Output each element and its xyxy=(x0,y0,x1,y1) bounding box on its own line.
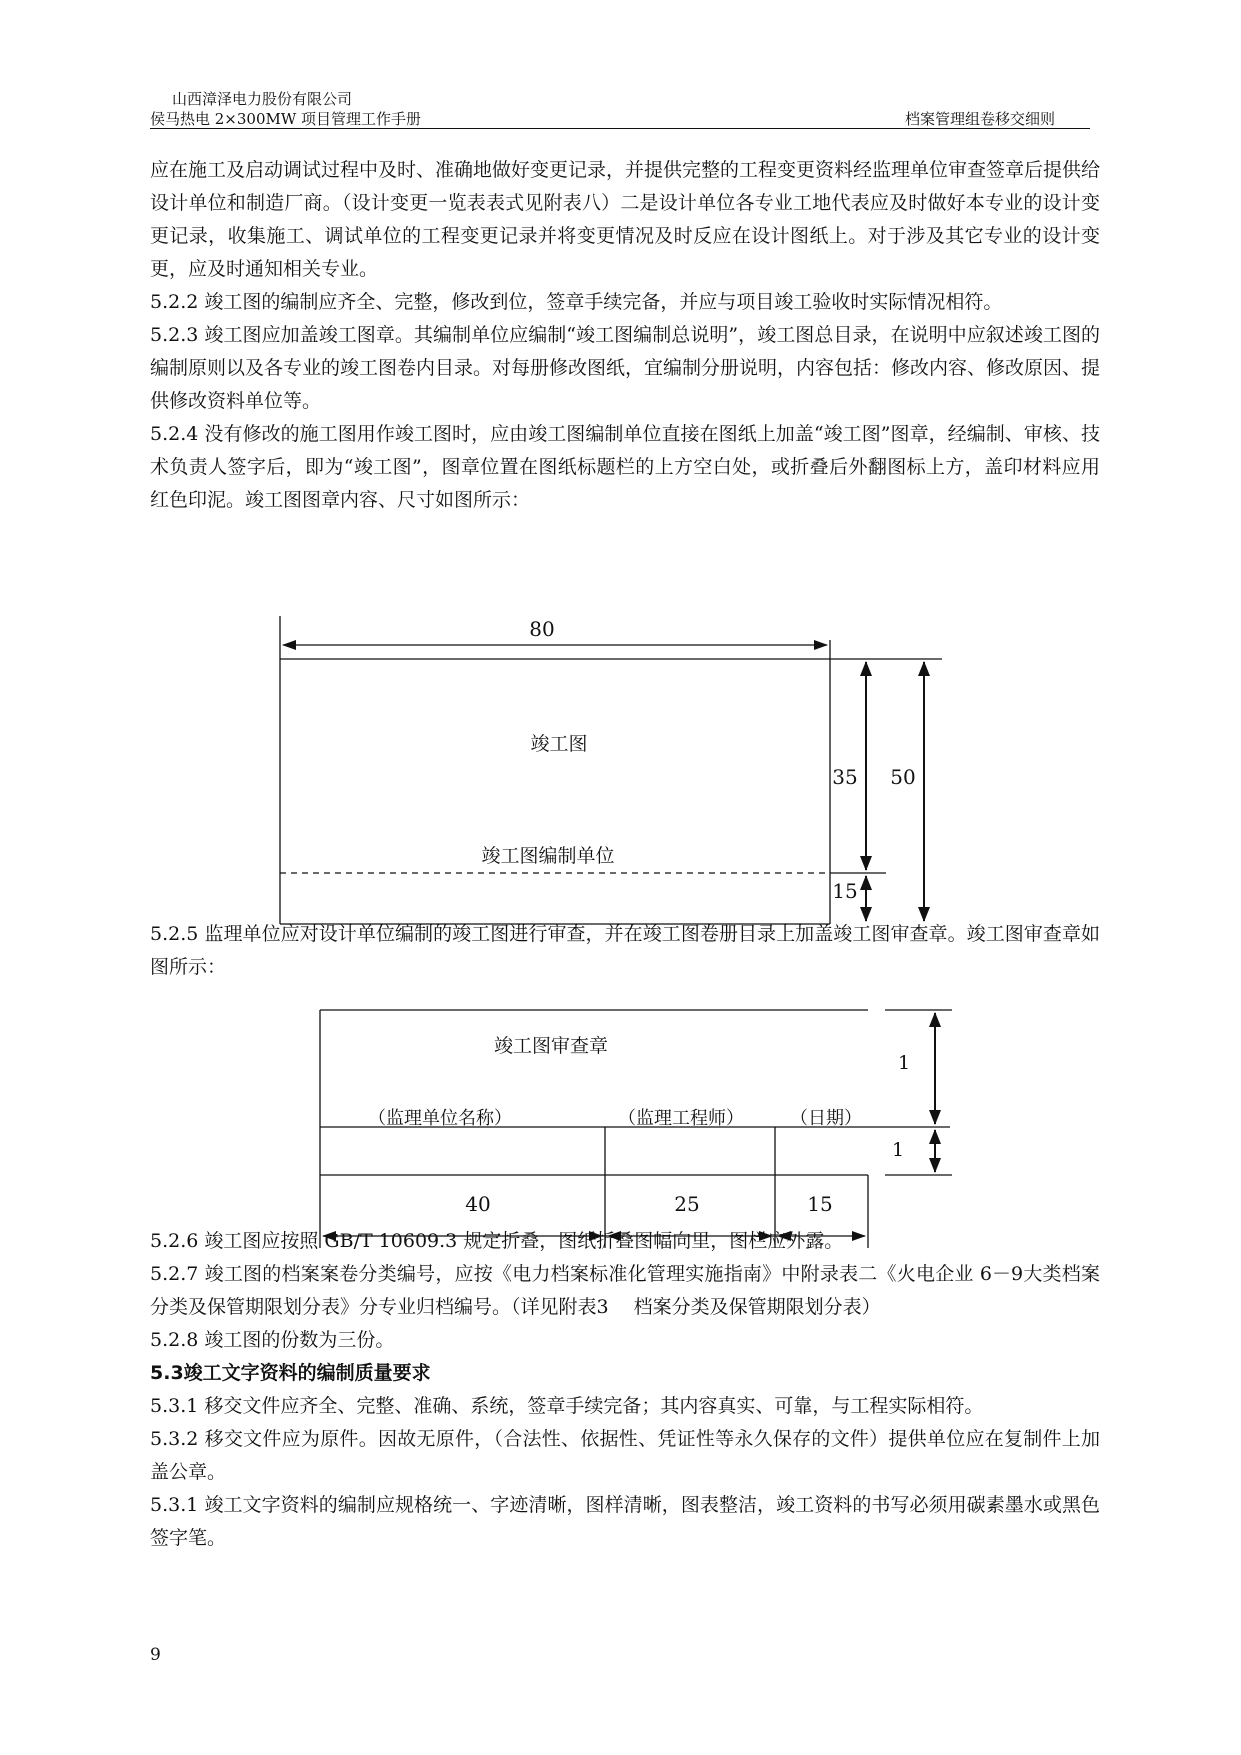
text-block-3 xyxy=(150,1225,1100,1555)
paragraph-5-2-7: 5.2.7 竣工图的档案案卷分类编号，应按《电力档案标准化管理实施指南》中附录表二《火电企业 6－9大类档案分类及保管期限划分表》分专业归档编号。（详见附表3 档案分类及保管期限划分表） xyxy=(150,1263,1100,1318)
stamp2-field-unit: （监理单位名称） xyxy=(368,1108,512,1129)
header-manual-title: 侯马热电 2×300MW 项目管理工作手册 xyxy=(150,110,422,128)
dim-upper-label: 35 xyxy=(832,765,858,789)
paragraph-5-2-2: 5.2.2 竣工图的编制应齐全、完整，修改到位，签章手续完备，并应与项目竣工验收时实际情况相符。 xyxy=(150,291,1003,313)
text-block-2 xyxy=(150,918,1100,984)
dim-width-label: 80 xyxy=(529,617,555,641)
stamp1-title: 竣工图 xyxy=(530,733,588,755)
dim2-lower-label: 1 xyxy=(891,1139,905,1161)
dim2-width2-label: 25 xyxy=(674,1192,700,1216)
paragraph-5-2-6: 5.2.6 竣工图应按照 GB/T 10609.3 规定折叠，图纸折叠图幅向里，图栏应外露。 xyxy=(150,1230,844,1252)
paragraph-change-records: 应在施工及启动调试过程中及时、准确地做好变更记录，并提供完整的工程变更资料经监理单位审查签章后提供给设计单位和制造厂商。（设计变更一览表表式见附表八）二是设计单位各专业工地代表应及时做好本专业的设计变更记录，收集施工、调试单位的工程变更记录并将变更情况及时反应在设计图纸上。对于涉及其它专业的设计变更，应及时通知相关专业。 xyxy=(150,159,1101,280)
stamp1-unit-label: 竣工图编制单位 xyxy=(481,845,615,867)
stamp2-field-date: （日期） xyxy=(790,1108,862,1129)
header-company: 山西漳泽电力股份有限公司 xyxy=(172,90,353,108)
dim-total-label: 50 xyxy=(890,765,916,789)
paragraph-5-2-3: 5.2.3 竣工图应加盖竣工图章。其编制单位应编制“竣工图编制总说明”，竣工图总目录，在说明中应叙述竣工图的编制原则以及各专业的竣工图卷内目录。对每册修改图纸，宜编制分册说明，内容包括：修改内容、修改原因、提供修改资料单位等。 xyxy=(150,324,1101,412)
header-section-title: 档案管理组卷移交细则 xyxy=(905,110,1056,128)
dim2-upper-label: 1 xyxy=(897,1052,911,1074)
paragraph-5-3-1: 5.3.1 移交文件应齐全、完整、准确、系统，签章手续完备；其内容真实、可靠，与工程实际相符。 xyxy=(150,1395,984,1417)
paragraph-5-2-8: 5.2.8 竣工图的份数为三份。 xyxy=(150,1329,395,1351)
review-stamp-diagram xyxy=(320,1010,952,1248)
stamp2-title: 竣工图审查章 xyxy=(493,1035,609,1057)
dim2-width3-label: 15 xyxy=(807,1192,833,1216)
dim-lower-label: 15 xyxy=(832,879,858,903)
page-number: 9 xyxy=(150,1645,161,1665)
section-heading-5-3: 5.3竣工文字资料的编制质量要求 xyxy=(150,1362,431,1384)
dim2-width1-label: 40 xyxy=(465,1192,491,1216)
paragraph-5-3-1-repeat: 5.3.1 竣工文字资料的编制应规格统一、字迹清晰，图样清晰，图表整洁，竣工资料的书写必须用碳素墨水或黑色签字笔。 xyxy=(150,1494,1100,1549)
paragraph-5-2-4: 5.2.4 没有修改的施工图用作竣工图时，应由竣工图编制单位直接在图纸上加盖“竣工图”图章，经编制、审核、技术负责人签字后，即为“竣工图”，图章位置在图纸标题栏的上方空白处，或折叠后外翻图标上方，盖印材料应用红色印泥。竣工图图章内容、尺寸如图所示： xyxy=(150,423,1100,511)
paragraph-5-2-5: 5.2.5 监理单位应对设计单位编制的竣工图进行审查，并在竣工图卷册目录上加盖竣工图审查章。竣工图审查章如图所示： xyxy=(150,923,1100,978)
stamp2-field-engineer: （监理工程师） xyxy=(618,1108,744,1129)
paragraph-5-3-2: 5.3.2 移交文件应为原件。因故无原件，（合法性、依据性、凭证性等永久保存的文件）提供单位应在复制件上加盖公章。 xyxy=(150,1428,1100,1483)
